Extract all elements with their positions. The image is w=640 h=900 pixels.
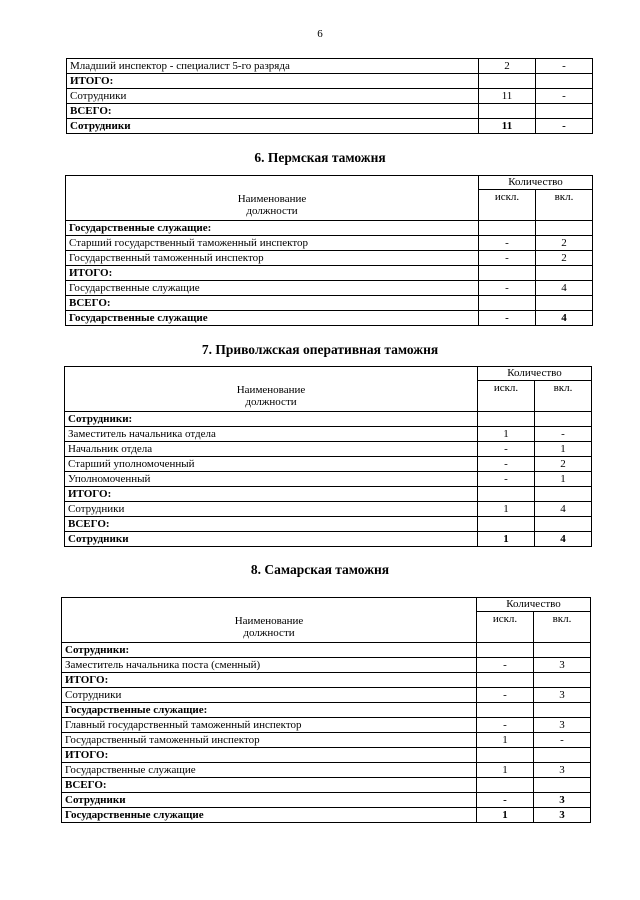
excluded-count-cell: -	[478, 457, 535, 472]
included-count-cell	[534, 778, 591, 793]
column-header-name	[62, 598, 477, 643]
position-name-cell: Государственные служащие:	[66, 221, 479, 236]
position-name-cell: ИТОГО:	[67, 74, 479, 89]
excluded-count-cell: -	[479, 311, 536, 326]
column-header-name	[66, 176, 479, 221]
excluded-count-cell: 1	[478, 502, 535, 517]
column-header-name-line1: Наименование	[236, 383, 306, 396]
included-count-cell: -	[536, 89, 593, 104]
table-row	[66, 311, 593, 326]
table-row	[66, 236, 593, 251]
excluded-count-cell: 11	[479, 89, 536, 104]
excluded-count-cell	[477, 748, 534, 763]
table-row	[65, 427, 592, 442]
table-row	[62, 673, 591, 688]
included-count-cell	[535, 487, 592, 502]
included-count-cell	[536, 221, 593, 236]
position-name-cell: ВСЕГО:	[67, 104, 479, 119]
column-header-name-line1: Наименование	[234, 614, 304, 627]
column-header-name	[65, 367, 478, 412]
staff-table-continuation	[66, 58, 593, 134]
excluded-count-cell	[479, 104, 536, 119]
included-count-cell	[534, 643, 591, 658]
table-row	[65, 502, 592, 517]
staff-table-privolzhskaya	[64, 366, 592, 547]
excluded-count-cell: -	[478, 472, 535, 487]
table-row	[62, 763, 591, 778]
table-row	[65, 487, 592, 502]
included-count-cell	[534, 703, 591, 718]
position-name-cell: Начальник отдела	[65, 442, 478, 457]
column-header-name-line2: должности	[243, 627, 295, 640]
table-row	[67, 89, 593, 104]
table-row	[65, 532, 592, 547]
included-count-cell	[536, 266, 593, 281]
position-name-cell: ИТОГО:	[66, 266, 479, 281]
table-row	[66, 251, 593, 266]
included-count-cell: 3	[534, 763, 591, 778]
included-count-cell	[536, 74, 593, 89]
excluded-count-cell	[479, 296, 536, 311]
included-count-cell: 4	[536, 311, 593, 326]
table-row	[62, 793, 591, 808]
table-row	[62, 808, 591, 823]
position-name-cell: ИТОГО:	[62, 748, 477, 763]
excluded-count-cell: 1	[478, 532, 535, 547]
column-header-quantity: Количество	[479, 176, 593, 190]
table-body	[67, 59, 593, 134]
table-row	[62, 658, 591, 673]
table-row	[62, 643, 591, 658]
included-count-cell	[536, 296, 593, 311]
excluded-count-cell: -	[478, 442, 535, 457]
column-header-name-line2: должности	[246, 205, 298, 218]
header-row	[66, 176, 593, 190]
table-row	[65, 517, 592, 532]
position-name-cell: Сотрудники	[65, 532, 478, 547]
excluded-count-cell	[477, 703, 534, 718]
table-header	[65, 367, 592, 412]
excluded-count-cell: -	[477, 718, 534, 733]
table-row	[62, 688, 591, 703]
table-row	[62, 733, 591, 748]
included-count-cell	[534, 673, 591, 688]
excluded-count-cell	[477, 778, 534, 793]
column-header-excluded: искл.	[477, 612, 534, 643]
included-count-cell: 1	[535, 442, 592, 457]
excluded-count-cell	[477, 643, 534, 658]
position-name-cell: Сотрудники	[62, 688, 477, 703]
excluded-count-cell	[479, 266, 536, 281]
excluded-count-cell: -	[477, 658, 534, 673]
table-row	[65, 457, 592, 472]
excluded-count-cell: 1	[478, 427, 535, 442]
position-name-cell: Государственные служащие:	[62, 703, 477, 718]
included-count-cell	[535, 517, 592, 532]
column-header-excluded: искл.	[478, 381, 535, 412]
column-header-quantity: Количество	[478, 367, 592, 381]
position-name-cell: Государственные служащие	[66, 281, 479, 296]
table-header	[62, 598, 591, 643]
section-title-7: 7. Приволжская оперативная таможня	[201, 342, 439, 357]
header-row	[65, 367, 592, 381]
included-count-cell: -	[536, 59, 593, 74]
position-name-cell: Государственный таможенный инспектор	[66, 251, 479, 266]
position-name-cell: Государственные служащие	[62, 808, 477, 823]
table-row	[67, 119, 593, 134]
position-name-cell: Сотрудники	[67, 119, 479, 134]
included-count-cell: 3	[534, 688, 591, 703]
included-count-cell: 3	[534, 658, 591, 673]
excluded-count-cell: -	[479, 281, 536, 296]
table-body	[62, 643, 591, 823]
column-header-included: вкл.	[536, 190, 593, 221]
position-name-cell: Заместитель начальника поста (сменный)	[62, 658, 477, 673]
table-row	[66, 281, 593, 296]
included-count-cell: 4	[536, 281, 593, 296]
table-header	[66, 176, 593, 221]
position-name-cell: Сотрудники	[62, 793, 477, 808]
excluded-count-cell: 1	[477, 808, 534, 823]
excluded-count-cell: 2	[479, 59, 536, 74]
position-name-cell: Государственные служащие	[66, 311, 479, 326]
excluded-count-cell	[478, 517, 535, 532]
excluded-count-cell: 1	[477, 733, 534, 748]
table-row	[66, 266, 593, 281]
position-name-cell: ИТОГО:	[62, 673, 477, 688]
position-name-cell: Сотрудники:	[62, 643, 477, 658]
table-row	[62, 718, 591, 733]
position-name-cell: Государственные служащие	[62, 763, 477, 778]
column-header-name-line2: должности	[245, 396, 297, 409]
excluded-count-cell	[478, 412, 535, 427]
table-row	[67, 104, 593, 119]
included-count-cell: 1	[535, 472, 592, 487]
table-body	[66, 221, 593, 326]
included-count-cell: 4	[535, 502, 592, 517]
table-row	[66, 221, 593, 236]
column-header-excluded: искл.	[479, 190, 536, 221]
included-count-cell	[536, 104, 593, 119]
table-body	[65, 412, 592, 547]
table-row	[65, 412, 592, 427]
table-row	[67, 59, 593, 74]
excluded-count-cell: -	[477, 793, 534, 808]
page-number: 6	[317, 28, 323, 40]
included-count-cell: 3	[534, 793, 591, 808]
table-row	[65, 472, 592, 487]
position-name-cell: Сотрудники	[65, 502, 478, 517]
included-count-cell: 2	[536, 236, 593, 251]
table-row	[66, 296, 593, 311]
column-header-name-line1: Наименование	[237, 192, 307, 205]
section-title-6: 6. Пермская таможня	[254, 150, 386, 165]
included-count-cell: 4	[535, 532, 592, 547]
position-name-cell: Старший государственный таможенный инспектор	[66, 236, 479, 251]
column-header-included: вкл.	[534, 612, 591, 643]
excluded-count-cell	[479, 221, 536, 236]
included-count-cell: 2	[536, 251, 593, 266]
position-name-cell: Младший инспектор - специалист 5-го разряда	[67, 59, 479, 74]
position-name-cell: Старший уполномоченный	[65, 457, 478, 472]
header-row	[62, 598, 591, 612]
position-name-cell: Сотрудники	[67, 89, 479, 104]
excluded-count-cell: 1	[477, 763, 534, 778]
column-header-included: вкл.	[535, 381, 592, 412]
included-count-cell: -	[535, 427, 592, 442]
included-count-cell: 3	[534, 808, 591, 823]
excluded-count-cell	[479, 74, 536, 89]
position-name-cell: Сотрудники:	[65, 412, 478, 427]
included-count-cell	[535, 412, 592, 427]
table-row	[65, 442, 592, 457]
included-count-cell: -	[536, 119, 593, 134]
excluded-count-cell: -	[479, 251, 536, 266]
table-row	[62, 778, 591, 793]
included-count-cell: -	[534, 733, 591, 748]
excluded-count-cell	[477, 673, 534, 688]
included-count-cell: 3	[534, 718, 591, 733]
excluded-count-cell: -	[477, 688, 534, 703]
excluded-count-cell: -	[479, 236, 536, 251]
position-name-cell: ВСЕГО:	[62, 778, 477, 793]
position-name-cell: ВСЕГО:	[66, 296, 479, 311]
position-name-cell: ВСЕГО:	[65, 517, 478, 532]
excluded-count-cell	[478, 487, 535, 502]
staff-table-samara	[61, 597, 591, 823]
table-row	[62, 748, 591, 763]
included-count-cell	[534, 748, 591, 763]
position-name-cell: Главный государственный таможенный инспектор	[62, 718, 477, 733]
included-count-cell: 2	[535, 457, 592, 472]
position-name-cell: Заместитель начальника отдела	[65, 427, 478, 442]
table-row	[67, 74, 593, 89]
table-row	[62, 703, 591, 718]
staff-table-perm	[65, 175, 593, 326]
section-title-8: 8. Самарская таможня	[250, 562, 390, 577]
excluded-count-cell: 11	[479, 119, 536, 134]
position-name-cell: Уполномоченный	[65, 472, 478, 487]
column-header-quantity: Количество	[477, 598, 591, 612]
position-name-cell: Государственный таможенный инспектор	[62, 733, 477, 748]
position-name-cell: ИТОГО:	[65, 487, 478, 502]
